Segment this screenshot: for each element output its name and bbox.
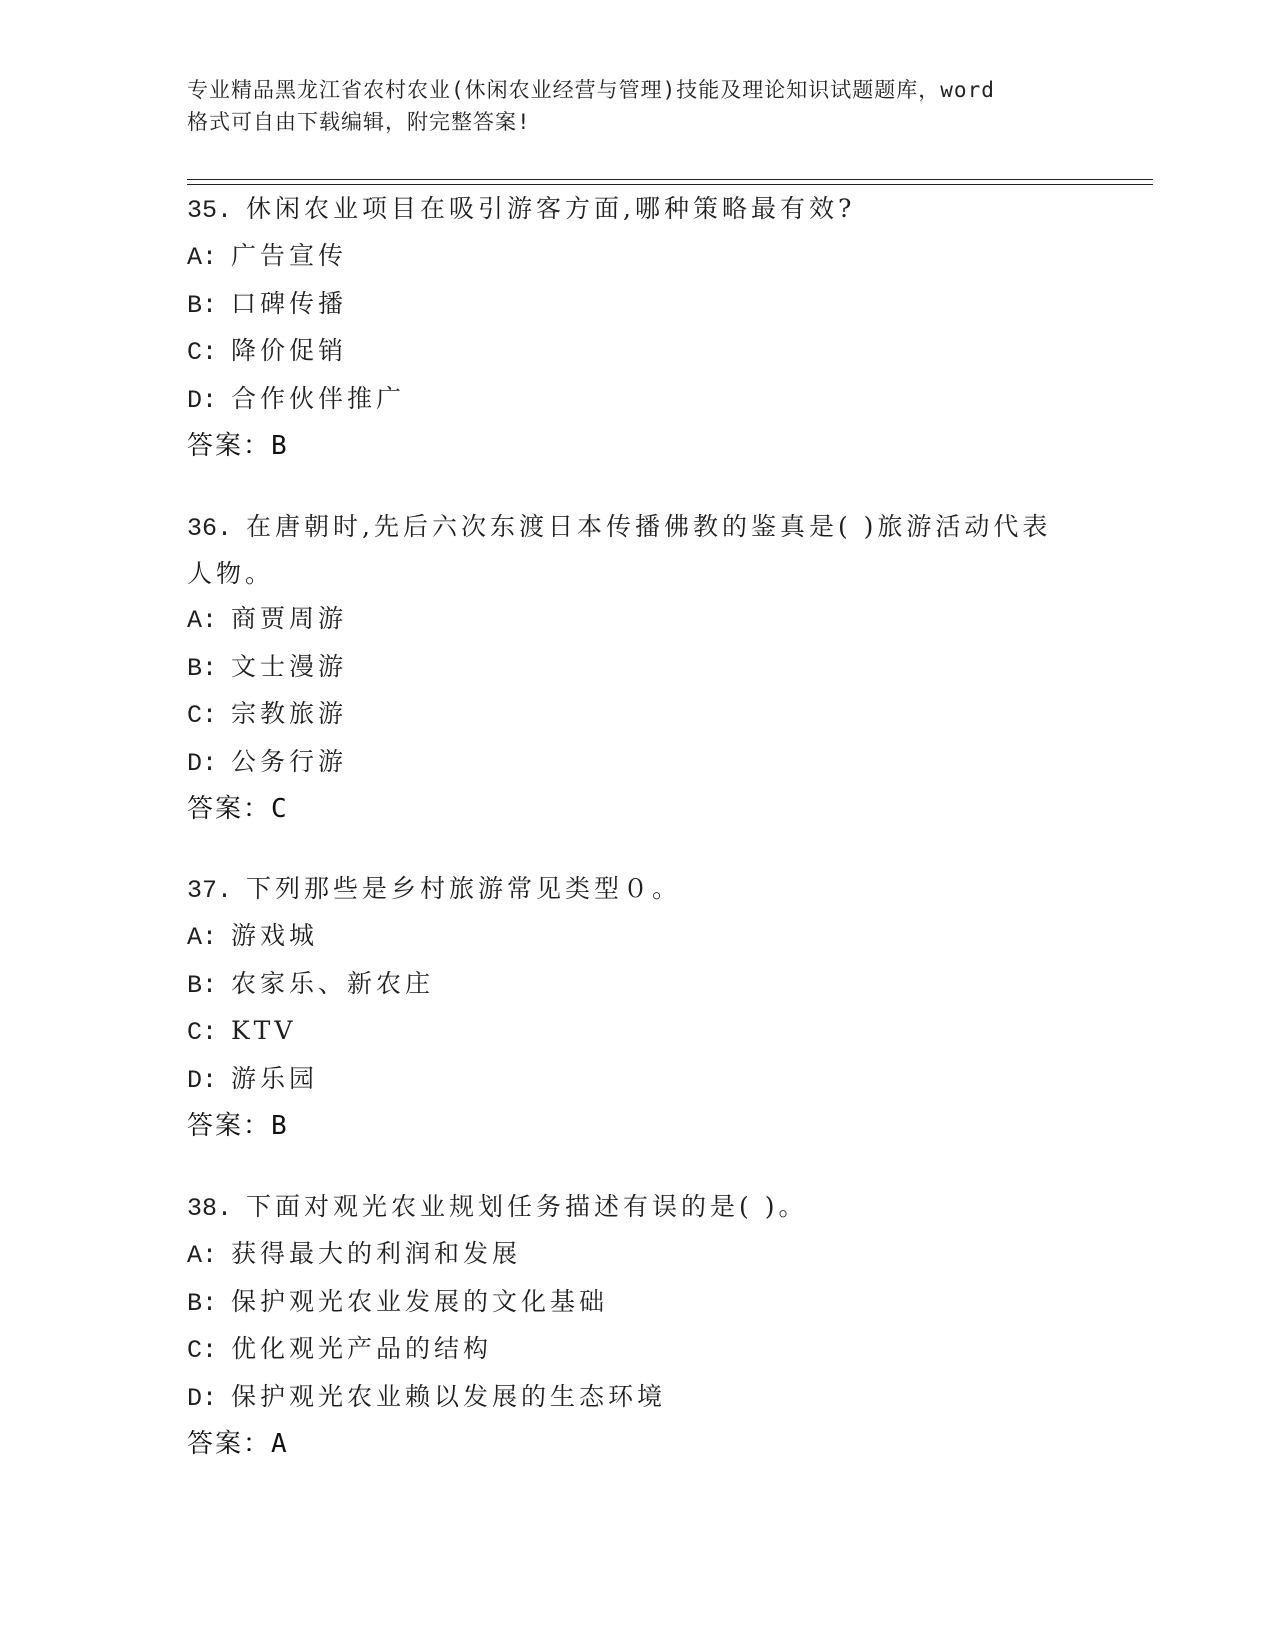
question-text bbox=[187, 186, 1087, 233]
header-line-2: 格式可自由下载编辑，附完整答案! bbox=[187, 110, 531, 134]
option-key: C: bbox=[187, 1018, 218, 1047]
answer-line bbox=[187, 1421, 1087, 1467]
option-key: C: bbox=[187, 701, 218, 730]
option-d bbox=[187, 1056, 1087, 1104]
option-text: 合作伙伴推广 bbox=[231, 383, 406, 413]
answer-value: A bbox=[271, 1429, 289, 1459]
question-number: 37. bbox=[187, 876, 233, 905]
option-key: B: bbox=[187, 290, 218, 320]
option-a bbox=[187, 596, 1067, 644]
option-text: 广告宣传 bbox=[231, 241, 348, 270]
question-block-38 bbox=[187, 1184, 1087, 1467]
option-text: 游乐园 bbox=[231, 1063, 319, 1093]
option-text: 口碑传播 bbox=[231, 288, 348, 318]
answer-label: 答案： bbox=[187, 794, 272, 824]
answer-line bbox=[187, 423, 1087, 469]
option-a bbox=[187, 913, 1087, 961]
question-stem: 在唐朝时,先后六次东渡日本传播佛教的鉴真是( )旅游活动代表人物。 bbox=[187, 512, 1052, 588]
option-text: 商贾周游 bbox=[231, 604, 348, 633]
answer-line bbox=[187, 786, 1067, 832]
option-b bbox=[187, 281, 1087, 329]
question-text bbox=[187, 504, 1067, 596]
option-a bbox=[187, 1231, 1087, 1279]
option-b bbox=[187, 1279, 1087, 1327]
answer-value: B bbox=[271, 431, 289, 461]
option-text: 保护观光农业发展的文化基础 bbox=[231, 1286, 609, 1316]
option-text: 宗教旅游 bbox=[231, 699, 348, 728]
answer-value: B bbox=[271, 1111, 289, 1141]
header-divider-bottom bbox=[187, 184, 1153, 185]
answer-line bbox=[187, 1103, 1087, 1149]
document-header bbox=[187, 74, 1107, 138]
option-key: D: bbox=[187, 1065, 218, 1095]
option-c bbox=[187, 691, 1067, 739]
question-number: 38. bbox=[187, 1194, 233, 1223]
option-key: C: bbox=[187, 338, 218, 367]
option-d bbox=[187, 1374, 1087, 1422]
question-text bbox=[187, 1184, 1087, 1231]
option-text: 获得最大的利润和发展 bbox=[231, 1239, 522, 1268]
option-key: A: bbox=[187, 1241, 218, 1270]
option-a bbox=[187, 233, 1087, 281]
question-number: 36. bbox=[187, 514, 233, 543]
option-b bbox=[187, 961, 1087, 1009]
option-text: 降价促销 bbox=[231, 336, 348, 365]
header-line-1: 专业精品黑龙江省农村农业(休闲农业经营与管理)技能及理论知识试题题库，word bbox=[187, 78, 995, 102]
question-stem: 下列那些是乡村旅游常见类型０。 bbox=[246, 874, 682, 903]
option-key: A: bbox=[187, 923, 218, 952]
question-stem: 下面对观光农业规划任务描述有误的是( )。 bbox=[246, 1192, 808, 1221]
option-key: A: bbox=[187, 606, 218, 635]
answer-label: 答案： bbox=[187, 1111, 272, 1141]
question-block-35 bbox=[187, 186, 1087, 469]
option-d bbox=[187, 376, 1087, 424]
question-block-36 bbox=[187, 504, 1067, 832]
question-stem: 休闲农业项目在吸引游客方面,哪种策略最有效? bbox=[246, 194, 856, 223]
option-text: 公务行游 bbox=[231, 746, 348, 776]
option-key: B: bbox=[187, 653, 218, 683]
option-text: 游戏城 bbox=[231, 921, 319, 950]
answer-value: C bbox=[271, 794, 289, 824]
option-text: 保护观光农业赖以发展的生态环境 bbox=[231, 1381, 667, 1411]
option-key: B: bbox=[187, 970, 218, 1000]
header-divider-top bbox=[187, 179, 1153, 180]
option-text: 优化观光产品的结构 bbox=[231, 1334, 493, 1363]
option-key: C: bbox=[187, 1336, 218, 1365]
option-key: D: bbox=[187, 385, 218, 415]
option-text: KTV bbox=[231, 1016, 297, 1045]
question-number: 35. bbox=[187, 196, 233, 225]
option-text: 农家乐、新农庄 bbox=[231, 968, 435, 998]
option-text: 文士漫游 bbox=[231, 651, 348, 681]
question-text bbox=[187, 866, 1087, 913]
option-d bbox=[187, 739, 1067, 787]
option-c bbox=[187, 1326, 1087, 1374]
option-key: D: bbox=[187, 1383, 218, 1413]
question-block-37 bbox=[187, 866, 1087, 1149]
option-key: B: bbox=[187, 1288, 218, 1318]
answer-label: 答案： bbox=[187, 431, 272, 461]
option-b bbox=[187, 644, 1067, 692]
option-key: D: bbox=[187, 748, 218, 778]
option-c bbox=[187, 328, 1087, 376]
option-c bbox=[187, 1008, 1087, 1056]
answer-label: 答案： bbox=[187, 1429, 272, 1459]
option-key: A: bbox=[187, 243, 218, 272]
